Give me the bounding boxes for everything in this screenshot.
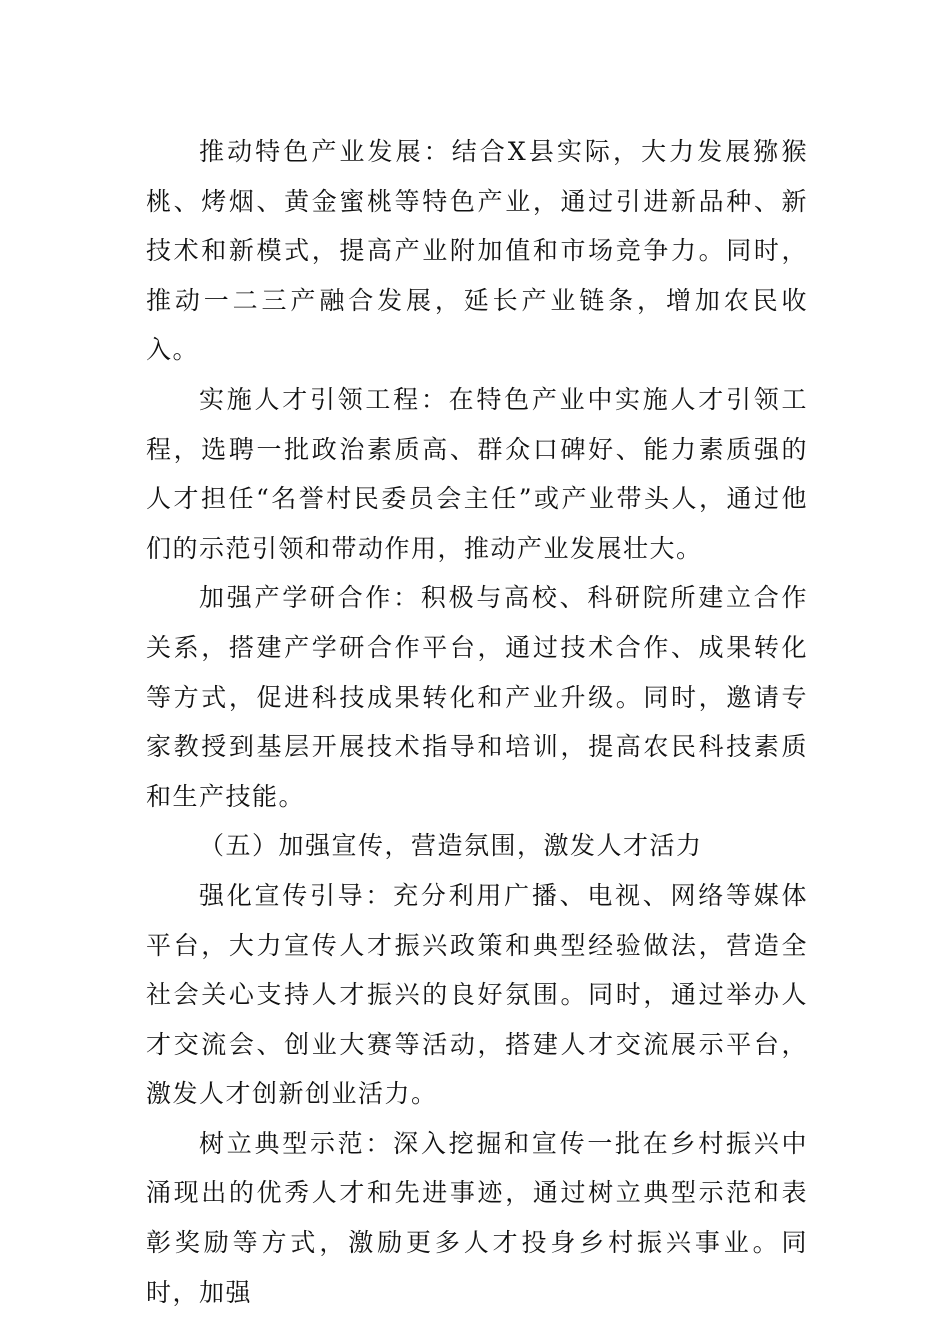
paragraph-typical-demonstration: 树立典型示范：深入挖掘和宣传一批在乡村振兴中涌现出的优秀人才和先进事迹，通过树立典型示范和表彰奖励等方式，激励更多人才投身乡村振兴事业。同时，加强 [146, 1128, 808, 1307]
paragraph-characteristic-industry: 推动特色产业发展：结合X县实际，大力发展猕猴桃、烤烟、黄金蜜桃等特色产业，通过引进新品种、新技术和新模式，提高产业附加值和市场竞争力。同时，推动一二三产融合发展，延长产业链条，增加农民收入。 [146, 137, 808, 365]
paragraph-publicity-guidance: 强化宣传引导：充分利用广播、电视、网络等媒体平台，大力宣传人才振兴政策和典型经验做法，营造全社会关心支持人才振兴的良好氛围。同时，通过举办人才交流会、创业大赛等活动，搭建人才交流展示平台，激发人才创新创业活力。 [146, 880, 808, 1109]
paragraph-industry-university-research: 加强产学研合作：积极与高校、科研院所建立合作关系，搭建产学研合作平台，通过技术合作、成果转化等方式，促进科技成果转化和产业升级。同时，邀请专家教授到基层开展技术指导和培训，提高农民科技素质和生产技能。 [146, 583, 808, 811]
document-body [146, 127, 808, 1317]
section-heading: （五）加强宣传，营造氛围，激发人才活力 [199, 831, 703, 861]
paragraph-talent-leading-project: 实施人才引领工程：在特色产业中实施人才引领工程，选聘一批政治素质高、群众口碑好、能力素质强的人才担任“名誉村民委员会主任”或产业带头人，通过他们的示范引领和带动作用，推动产业发展壮大。 [146, 384, 808, 563]
